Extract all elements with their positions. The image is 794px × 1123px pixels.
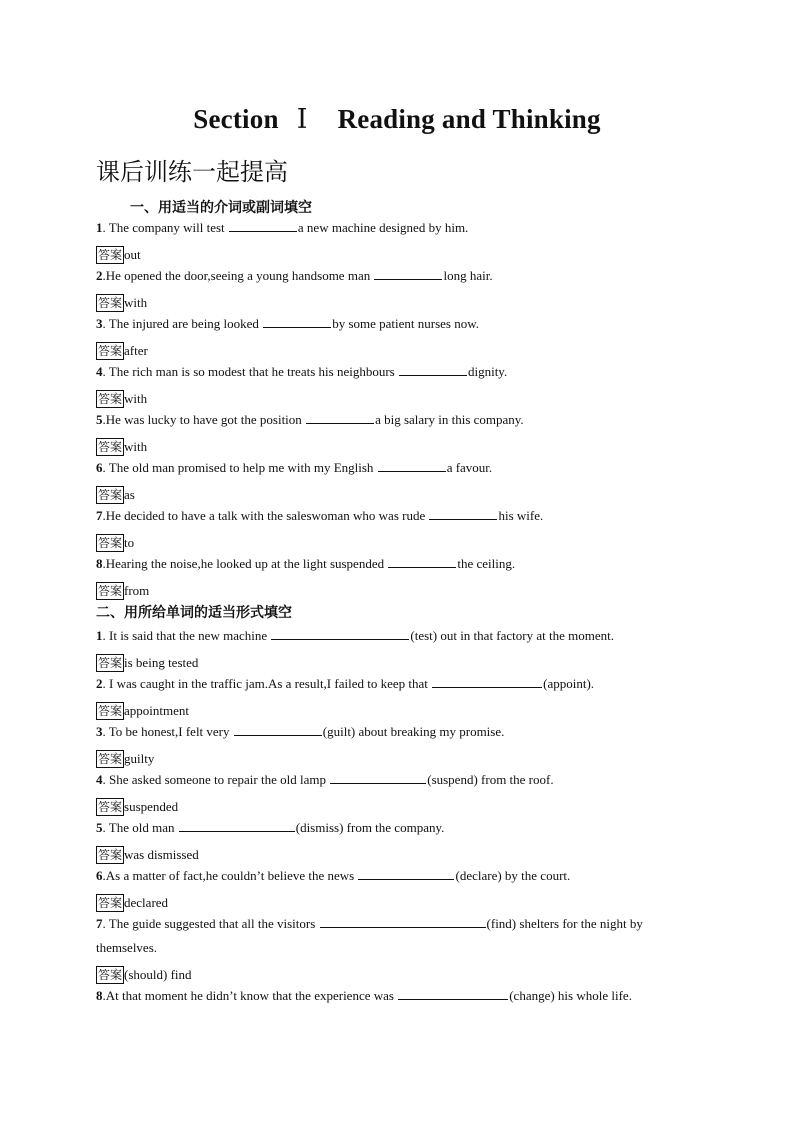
question-text: .At that moment he didn’t know that the experience was bbox=[102, 988, 398, 1003]
answer-text: declared bbox=[124, 895, 169, 911]
question-text: long hair. bbox=[443, 268, 493, 283]
question-text: (test) out in that factory at the moment. bbox=[410, 628, 614, 643]
question-number: 3 bbox=[96, 724, 103, 739]
answer-text: with bbox=[124, 439, 148, 455]
answer-label-badge: 答案 bbox=[98, 752, 123, 767]
answer-row bbox=[96, 578, 149, 603]
question-line bbox=[96, 264, 493, 288]
answer-text: with bbox=[124, 391, 148, 407]
answer-blank[interactable] bbox=[306, 411, 374, 424]
question-line bbox=[96, 360, 507, 384]
answer-text: suspended bbox=[124, 799, 179, 815]
question-number: 4 bbox=[96, 772, 103, 787]
question-number: 2 bbox=[96, 676, 103, 691]
part1-heading: 一、用适当的介词或副词填空 bbox=[130, 200, 312, 216]
question-number: 6 bbox=[96, 868, 103, 883]
question-text: (suspend) from the roof. bbox=[427, 772, 554, 787]
question-number: 7 bbox=[96, 916, 103, 931]
answer-label-badge: 答案 bbox=[98, 296, 123, 311]
question-number: 7 bbox=[96, 508, 103, 523]
question-text: dignity. bbox=[467, 364, 508, 379]
question-number: 5 bbox=[96, 412, 103, 427]
answer-label-badge: 答案 bbox=[98, 968, 123, 983]
question-text: . The company will test bbox=[102, 220, 228, 235]
answer-text: guilty bbox=[124, 751, 155, 767]
question-line bbox=[96, 456, 492, 480]
question-line-continuation: themselves. bbox=[96, 940, 158, 955]
question-text: his wife. bbox=[498, 508, 544, 523]
question-text: (guilt) about breaking my promise. bbox=[322, 724, 505, 739]
answer-blank[interactable] bbox=[330, 771, 426, 784]
question-text: . The rich man is so modest that he treats his neighbours bbox=[102, 364, 398, 379]
answer-text: appointment bbox=[124, 703, 190, 719]
answer-label-badge: 答案 bbox=[98, 656, 123, 671]
question-number: 5 bbox=[96, 820, 103, 835]
question-text: (appoint). bbox=[543, 676, 595, 691]
question-text: . To be honest,I felt very bbox=[102, 724, 233, 739]
page-title bbox=[0, 104, 794, 135]
answer-blank[interactable] bbox=[358, 867, 454, 880]
answer-text: was dismissed bbox=[124, 847, 199, 863]
answer-blank[interactable] bbox=[263, 315, 331, 328]
answer-text: is being tested bbox=[124, 655, 199, 671]
question-number: 1 bbox=[96, 628, 103, 643]
question-line bbox=[96, 624, 614, 648]
question-text: the ceiling. bbox=[457, 556, 516, 571]
answer-label-badge: 答案 bbox=[98, 800, 123, 815]
question-text: a big salary in this company. bbox=[375, 412, 524, 427]
answer-blank[interactable] bbox=[320, 915, 486, 928]
question-line bbox=[96, 408, 524, 432]
question-text: . The old man bbox=[102, 820, 178, 835]
question-text: .He opened the door,seeing a young handsome man bbox=[102, 268, 374, 283]
answer-blank[interactable] bbox=[432, 675, 542, 688]
question-text: by some patient nurses now. bbox=[332, 316, 480, 331]
question-text: a new machine designed by him. bbox=[297, 220, 469, 235]
answer-text: with bbox=[124, 295, 148, 311]
question-line bbox=[96, 816, 444, 840]
answer-label-badge: 答案 bbox=[98, 344, 123, 359]
answer-blank[interactable] bbox=[179, 819, 295, 832]
answer-blank[interactable] bbox=[271, 627, 409, 640]
question-text: (change) his whole life. bbox=[509, 988, 632, 1003]
question-text: (find) shelters for the night by bbox=[486, 916, 643, 931]
question-line bbox=[96, 312, 479, 336]
question-line bbox=[96, 984, 632, 1008]
title-roman-numeral: Ⅰ bbox=[296, 104, 308, 134]
answer-label-badge: 答案 bbox=[98, 536, 123, 551]
question-text: . She asked someone to repair the old lamp bbox=[102, 772, 330, 787]
answer-label-badge: 答案 bbox=[98, 896, 123, 911]
answer-label-badge: 答案 bbox=[98, 248, 123, 263]
question-text: . It is said that the new machine bbox=[102, 628, 271, 643]
answer-label-badge: 答案 bbox=[98, 704, 123, 719]
answer-blank[interactable] bbox=[399, 363, 467, 376]
answer-label-badge: 答案 bbox=[98, 392, 123, 407]
answer-text: as bbox=[124, 487, 135, 503]
question-number: 6 bbox=[96, 460, 103, 475]
question-line bbox=[96, 912, 643, 936]
part2-heading: 二、用所给单词的适当形式填空 bbox=[96, 605, 292, 621]
question-number: 4 bbox=[96, 364, 103, 379]
answer-text: out bbox=[124, 247, 141, 263]
question-line bbox=[96, 216, 468, 240]
answer-blank[interactable] bbox=[374, 267, 442, 280]
title-name: Reading and Thinking bbox=[337, 104, 601, 134]
question-number: 3 bbox=[96, 316, 103, 331]
question-line bbox=[96, 504, 543, 528]
answer-text: to bbox=[124, 535, 135, 551]
question-line bbox=[96, 864, 570, 888]
answer-label-badge: 答案 bbox=[98, 488, 123, 503]
question-text: . I was caught in the traffic jam.As a result,I failed to keep that bbox=[102, 676, 432, 691]
answer-blank[interactable] bbox=[234, 723, 322, 736]
answer-text: from bbox=[124, 583, 150, 599]
question-line bbox=[96, 552, 515, 576]
answer-blank[interactable] bbox=[378, 459, 446, 472]
question-number: 2 bbox=[96, 268, 103, 283]
answer-label-badge: 答案 bbox=[98, 440, 123, 455]
answer-text: (should) find bbox=[124, 967, 192, 983]
question-text: (dismiss) from the company. bbox=[295, 820, 445, 835]
title-section-word: Section bbox=[193, 104, 279, 134]
answer-blank[interactable] bbox=[429, 507, 497, 520]
question-text: . The injured are being looked bbox=[102, 316, 263, 331]
question-text: .As a matter of fact,he couldn’t believe the news bbox=[102, 868, 358, 883]
question-text: .He decided to have a talk with the saleswoman who was rude bbox=[102, 508, 429, 523]
answer-blank[interactable] bbox=[388, 555, 456, 568]
question-text: (declare) by the court. bbox=[455, 868, 571, 883]
question-text: .Hearing the noise,he looked up at the light suspended bbox=[102, 556, 388, 571]
answer-label-badge: 答案 bbox=[98, 848, 123, 863]
question-text: . The old man promised to help me with my English bbox=[102, 460, 377, 475]
question-line bbox=[96, 768, 554, 792]
question-text: .He was lucky to have got the position bbox=[102, 412, 306, 427]
answer-text: after bbox=[124, 343, 148, 359]
question-number: 8 bbox=[96, 988, 103, 1003]
question-number: 8 bbox=[96, 556, 103, 571]
answer-label-badge: 答案 bbox=[98, 584, 123, 599]
question-line bbox=[96, 720, 504, 744]
question-number: 1 bbox=[96, 220, 103, 235]
question-text: a favour. bbox=[446, 460, 493, 475]
answer-blank[interactable] bbox=[229, 219, 297, 232]
page-subtitle: 课后训练一起提高 bbox=[96, 158, 288, 186]
answer-blank[interactable] bbox=[398, 987, 508, 1000]
question-line bbox=[96, 672, 594, 696]
question-text: . The guide suggested that all the visitors bbox=[102, 916, 319, 931]
